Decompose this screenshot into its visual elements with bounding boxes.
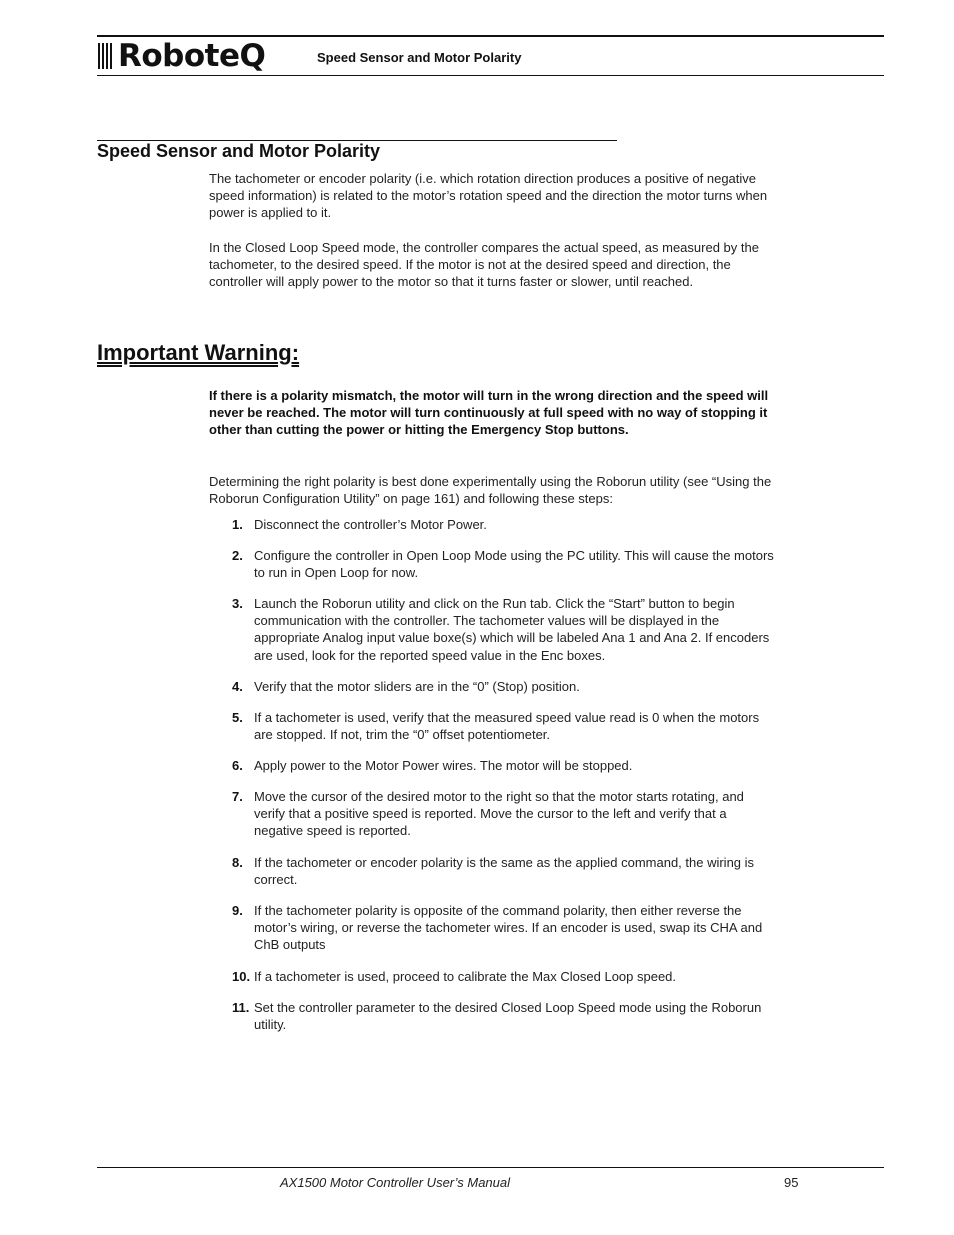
step-number: 6.: [232, 758, 243, 773]
step-text: Launch the Roborun utility and click on the Run tab. Click the “Start” button to begin communication with the controller. The tachometer values will be displayed in the appropriate Analog input value boxe(s) which will be labeled Ana 1 and Ana 2. If encoders are used, look for the reported speed value in the Enc boxes.: [254, 596, 770, 663]
section-heading: Speed Sensor and Motor Polarity: [97, 141, 381, 161]
logo-wordmark: RoboteQ: [118, 38, 266, 74]
step-number: 2.: [232, 548, 243, 563]
footer-rule: [97, 1167, 884, 1168]
step-text: Move the cursor of the desired motor to the right so that the motor starts rotating, and verify that a positive speed is reported. Move the cursor to the left and verify that a negative speed is reported.: [254, 789, 744, 839]
step-text: If the tachometer polarity is opposite of the command polarity, then either reverse the motor’s wiring, or reverse the tachometer wires. If an encoder is used, swap its CHA and ChB outputs: [254, 903, 763, 953]
footer-manual-title: AX1500 Motor Controller User’s Manual: [280, 1175, 511, 1190]
step-number: 11.: [232, 1000, 250, 1015]
step-number: 9.: [232, 903, 243, 918]
step-number: 7.: [232, 789, 243, 804]
determine-paragraph: Determining the right polarity is best done experimentally using the Roborun utility (see “Using the Roborun Configuration Utility” on page 161) and following these steps:: [209, 474, 772, 507]
step-number: 3.: [232, 596, 243, 611]
warning-heading: Important Warning:: [97, 340, 300, 365]
header-top-rule: [97, 35, 884, 37]
step-text: Verify that the motor sliders are in the “0” (Stop) position.: [254, 679, 580, 694]
step-text: If the tachometer or encoder polarity is the same as the applied command, the wiring is correct.: [254, 855, 755, 888]
step-number: 4.: [232, 679, 243, 694]
step-text: If a tachometer is used, verify that the measured speed value read is 0 when the motors are stopped. If not, trim the “0” offset potentiometer.: [254, 710, 760, 743]
intro-paragraph-1: The tachometer or encoder polarity (i.e. which rotation direction produces a positive of negative speed information) is related to the motor’s rotation speed and the direction the motor turns when power is applied to it.: [209, 171, 768, 221]
running-header-title: Speed Sensor and Motor Polarity: [317, 50, 522, 65]
step-text: Set the controller parameter to the desired Closed Loop Speed mode using the Roborun utility.: [254, 1000, 762, 1033]
step-text: Apply power to the Motor Power wires. The motor will be stopped.: [254, 758, 633, 773]
logo-bars-icon: [98, 43, 116, 69]
header-bottom-rule: [97, 75, 884, 76]
step-number: 8.: [232, 855, 243, 870]
warning-paragraph: If there is a polarity mismatch, the motor will turn in the wrong direction and the speed will never be reached. The motor will turn continuously at full speed with no way of stopping it other than cutting the power or hitting the Emergency Stop buttons.: [209, 388, 769, 438]
intro-paragraph-2: In the Closed Loop Speed mode, the controller compares the actual speed, as measured by the tachometer, to the desired speed. If the motor is not at the desired speed and direction, the controller will apply power to the motor so that it turns faster or slower, until reached.: [209, 240, 759, 290]
step-text: Disconnect the controller’s Motor Power.: [254, 517, 487, 532]
step-number: 5.: [232, 710, 243, 725]
step-number: 10.: [232, 969, 251, 984]
step-text: If a tachometer is used, proceed to calibrate the Max Closed Loop speed.: [254, 969, 677, 984]
step-text: Configure the controller in Open Loop Mode using the PC utility. This will cause the motors to run in Open Loop for now.: [254, 548, 774, 581]
page-number: 95: [784, 1175, 799, 1190]
roboteq-logo: [98, 40, 270, 72]
step-number: 1.: [232, 517, 243, 532]
